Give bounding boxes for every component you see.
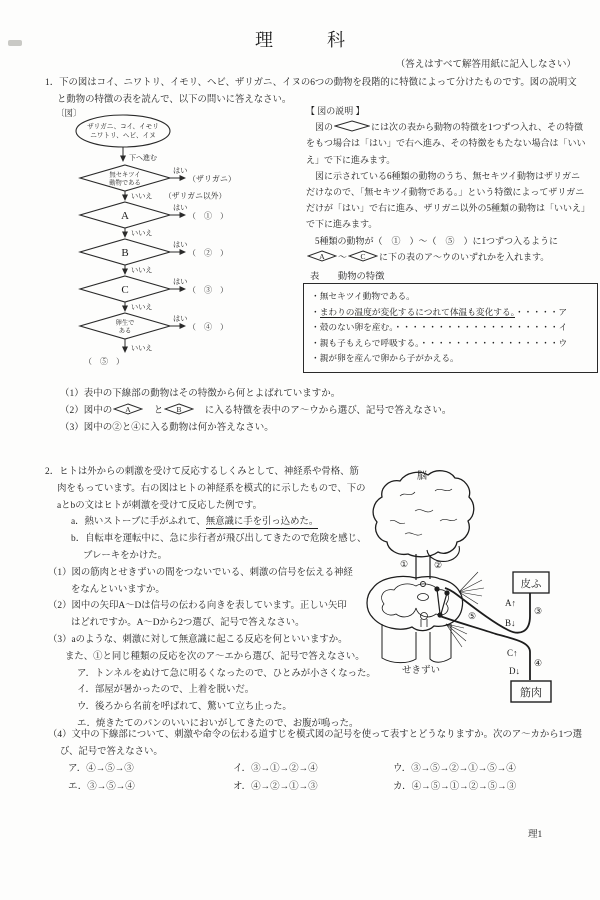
- option-e: エ．③→⑤→④: [68, 782, 135, 792]
- number-4-label: ④: [533, 658, 543, 668]
- svg-text:いいえ: いいえ: [131, 266, 153, 275]
- arrow-A-up: A↑: [505, 598, 516, 608]
- brain-label: 脳: [417, 471, 427, 482]
- option-u: ウ．③→⑤→②→①→⑤→④: [393, 764, 516, 774]
- svg-text:いいえ: いいえ: [131, 344, 153, 353]
- svg-text:ニワトリ、ヘビ、イヌ: ニワトリ、ヘビ、イヌ: [90, 132, 156, 140]
- svg-text:無セキツイ: 無セキツイ: [109, 171, 141, 179]
- table-caption: 表 動物の特徴: [310, 272, 385, 282]
- arrow-B-down: B↓: [505, 618, 516, 628]
- example-a: a．熱いストーブに手がふれて、無意識に手を引っ込めた。: [71, 517, 319, 528]
- animal-traits-table: [303, 283, 598, 373]
- go-down-label: 下へ進む: [129, 154, 157, 162]
- svg-text:はい: はい: [173, 167, 188, 175]
- trait-row: ・まわりの温度が変化するにつれて体温も変化する。・・・・・ア: [311, 306, 568, 317]
- svg-text:卵生で: 卵生で: [115, 319, 135, 327]
- diamond-icon: [334, 120, 370, 132]
- number-2-label: ②: [433, 560, 443, 570]
- diamond-A-icon: [307, 250, 337, 262]
- trait-row: ・親が卵を産んで卵から子がかえる。: [311, 353, 459, 364]
- trait-row: ・殻のない卵を産む。・・・・・・・・・・・・・・・・・・・イ: [311, 322, 568, 333]
- diamond-A-icon: [113, 403, 143, 415]
- flow-result-4: （ ④ ）: [188, 322, 228, 332]
- q2-block: 2．ヒトは外からの刺激を受けて反応するしくみとして、神経系や骨格、筋 肉をもっています。右の図はヒトの神経系を模式的に示したもので、下の aとbの文はヒトが刺激を受けて反応した例です。 a．熱いストーブに手がふれて、無意識に手を引っ込めた。 b．自転車を運転中に、急に歩行者が飛び出してきたので危険を感じ、 ブレーキをかけた。 （1）図の筋肉とせきずいの間をつないでいる、刺激の信号を伝える神経 をなんといいますか。 （2）図中の矢印A～Dは信号の伝わる向きを表しています。正しい矢印 はどれですか。A～Dから2つ選び、記号で答えなさい。 （3）aのような、刺激に対して無意識に起こる反応を何といいますか。 また、①と同じ種類の反応を次のア～エから選び、記号で答えなさい。 ア．トンネルをぬけて急に明るくなったので、ひとみが小さくなった。 イ．部屋が暑かったので、上着を脱いだ。 ウ．後ろから名前を呼ばれて、驚いて立ち止った。 エ．焼きたてのパンのいいにおいがしてきたので、お腹が鳴った。: [45, 464, 379, 733]
- svg-text:A: A: [319, 251, 325, 261]
- flow-result-1: （ ① ）: [188, 211, 228, 221]
- svg-text:はい: はい: [173, 278, 188, 286]
- svg-text:はい: はい: [173, 204, 188, 212]
- figure-explanation: 【 図の説明 】 図の には次の表から動物の特徴を1つずつ入れ、その特徴 をもつ場合は「はい」で右へ進み、その特徴をもたない場合は「いい え」で下に進みます。 図に示されている6種類の動物のうち、無セキツイ動物はザリガニ だけなので、「無セキツイ動物である。」という特徴によってザリガニ だけが「はい」で右に進み、ザリガニ以外の5種類の動物は「いいえ」 で下に進みます。 5種類の動物が（ ① ）～（ ⑤ ）に1つずつ入るように A ～ C に下の表のア～ウのいずれかを入れます。: [306, 103, 600, 265]
- svg-text:B: B: [176, 405, 182, 415]
- answer-options: [68, 760, 583, 796]
- explanation-heading: 【 図の説明 】: [306, 106, 365, 116]
- brain-drawing: [373, 471, 474, 562]
- q1-subquestions: [60, 386, 598, 438]
- q2-sub2: （2）図中の矢印A～Dは信号の伝わる向きを表しています。正しい矢印: [48, 601, 347, 612]
- arrow-C-up: C↑: [507, 648, 518, 658]
- option-o: オ．④→②→①→③: [233, 782, 318, 792]
- q2-sub3: （3）aのような、刺激に対して無意識に起こる反応を何といいますか。: [48, 634, 348, 645]
- q1-intro-line1: 1．下の図はコイ、ニワトリ、イモリ、ヘビ、ザリガニ、イヌの6つの動物を段階的に特徴によって分けたものです。図の説明文: [45, 78, 577, 88]
- svg-text:いいえ: いいえ: [131, 229, 153, 238]
- brainstem-drawing: [416, 554, 430, 587]
- q2-sub1: （1）図の筋肉とせきずいの間をつないでいる、刺激の信号を伝える神経: [48, 567, 353, 578]
- flow-result-5: （ ⑤ ）: [84, 357, 124, 366]
- svg-text:動物である: 動物である: [109, 179, 141, 187]
- svg-text:C: C: [360, 251, 366, 261]
- svg-text:ザリガニ、コイ、イモリ: ザリガニ、コイ、イモリ: [87, 123, 159, 131]
- option-a: ア．④→⑤→③: [68, 764, 134, 774]
- nervous-system-diagram: [360, 466, 585, 716]
- svg-text:ある: ある: [118, 327, 132, 335]
- number-5-label: ⑤: [467, 611, 477, 621]
- diamond-C-icon: [348, 250, 378, 262]
- diamond-B-icon: [164, 403, 194, 415]
- option-i: イ．③→①→②→④: [233, 764, 318, 774]
- svg-text:A: A: [121, 210, 129, 222]
- svg-text:B: B: [121, 247, 129, 259]
- classification-flowchart: [52, 104, 302, 388]
- flow-note-other: （ザリガニ以外）: [164, 191, 227, 201]
- example-b: b．自転車を運転中に、急に歩行者が飛び出してきたので危険を感じ、: [71, 534, 367, 545]
- spinal-cord-label: せきずい: [402, 666, 441, 676]
- skin-label: 皮ふ: [520, 579, 542, 590]
- option-ka: カ．④→⑤→①→②→⑤→③: [393, 782, 517, 792]
- flow-start-node: [76, 115, 170, 147]
- svg-text:いいえ: いいえ: [131, 192, 153, 201]
- page-title: 理 科: [255, 30, 363, 50]
- flow-result-2: （ ② ）: [188, 248, 228, 258]
- q2-sub4: （4）文中の下線部について、刺激や命令の伝わる道すじを模式図の記号を使って表すとどうなりますか。次のア～カから1つ選 び、記号で答えなさい。: [48, 730, 583, 757]
- svg-text:いいえ: いいえ: [131, 303, 153, 312]
- number-3-label: ③: [533, 606, 543, 616]
- q1-intro-line2: と動物の特徴の表を読んで、以下の問いに答えなさい。: [57, 95, 292, 105]
- trait-row: ・無セキツイ動物である。: [311, 291, 415, 301]
- trait-row: ・親も子もえらで呼吸する。・・・・・・・・・・・・・・・・ウ: [311, 337, 568, 348]
- svg-text:はい: はい: [173, 315, 188, 323]
- arrow-D-down: D↓: [509, 666, 520, 676]
- q1-sub2: （2）図中の A と B に入る特徴を表中のア～ウから選び、記号で答えなさい。: [60, 405, 452, 417]
- flow-result-3: （ ③ ）: [188, 285, 228, 295]
- spinal-cord-drawing: [367, 572, 484, 663]
- page-number: 理1: [528, 830, 543, 840]
- answer-note: （答えはすべて解答用紙に記入しなさい）: [395, 60, 576, 70]
- muscle-label: 筋肉: [520, 687, 542, 699]
- q1-sub3: （3）図中の②と④に入る動物は何か答えなさい。: [60, 423, 274, 434]
- svg-text:A: A: [125, 405, 131, 415]
- svg-text:はい: はい: [173, 241, 188, 249]
- flow-result-crayfish: （ザリガニ）: [188, 174, 236, 184]
- q1-sub1: （1）表中の下線部の動物はその特徴から何とよばれていますか。: [60, 389, 341, 399]
- number-1-label: ①: [399, 559, 409, 569]
- figure-label: 〔図〕: [56, 108, 82, 118]
- svg-text:C: C: [121, 284, 129, 296]
